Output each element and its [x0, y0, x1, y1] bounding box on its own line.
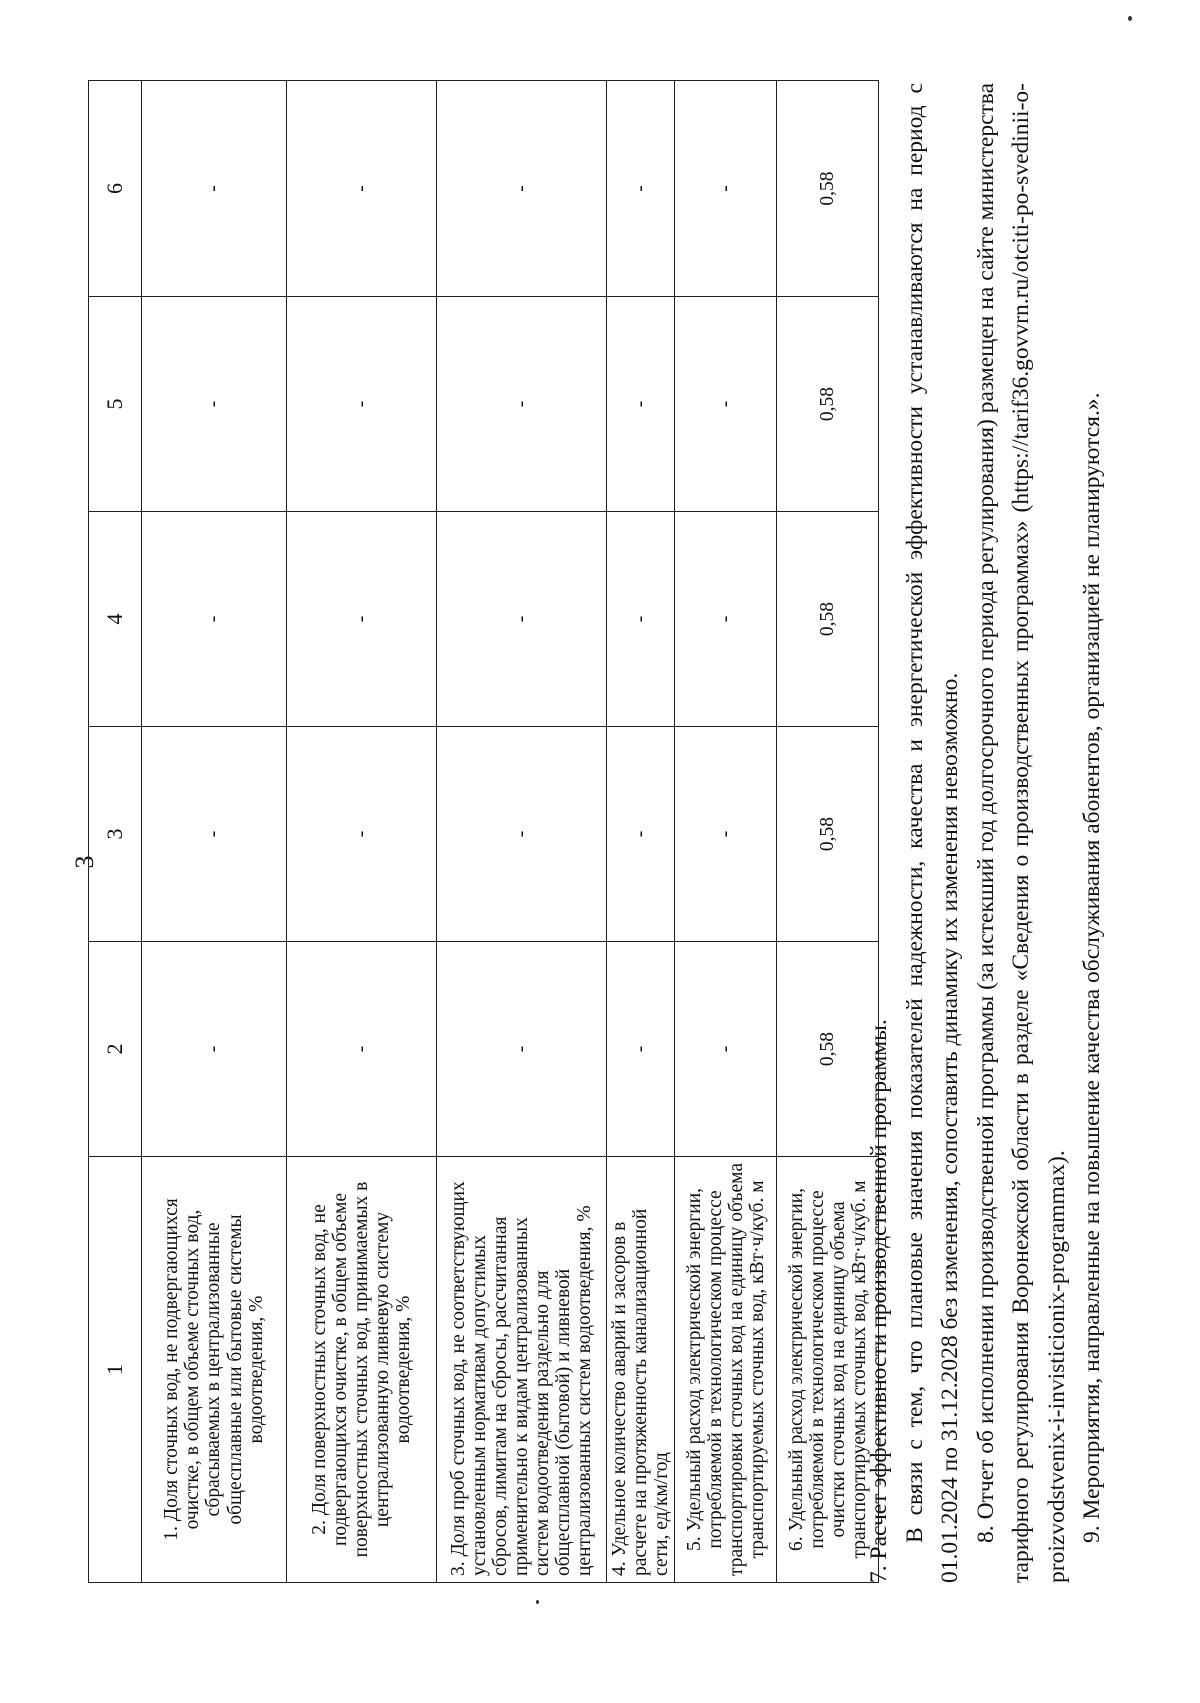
table-cell: - [675, 727, 777, 942]
table-cell: - [607, 81, 675, 297]
table-cell: - [675, 942, 777, 1157]
table-row [607, 81, 675, 1583]
column-header: 2 [89, 942, 142, 1157]
table-row [675, 81, 777, 1583]
table-cell: - [287, 942, 437, 1157]
section-7-body: В связи с тем, что плановые значения показателей надежности, качества и энергетической эффективности устанавливаются на период с 01.01.2024 по 31.12.2028 без изменения, сопоставить динамику их изменения невозможно. [901, 83, 963, 1583]
table-cell: - [437, 81, 607, 297]
page-number: 3 [70, 855, 99, 869]
table-cell: - [437, 942, 607, 1157]
table-cell: - [142, 727, 287, 942]
row-label: 4. Удельное количество аварий и засоров в расчете на протяженность канализационной сети, ед/км/год [607, 1157, 675, 1583]
table-cell: 0,58 [777, 942, 879, 1157]
table-cell: - [142, 81, 287, 297]
table-cell: - [142, 942, 287, 1157]
table-cell: - [675, 297, 777, 512]
table-cell: - [607, 727, 675, 942]
table-cell: 0,58 [777, 512, 879, 727]
table-cell: - [437, 512, 607, 727]
table-row [287, 81, 437, 1583]
table-cell: - [437, 297, 607, 512]
table-cell: - [142, 512, 287, 727]
row-label: 3. Доля проб сточных вод, не соответствующих установленным нормативам допустимых сбросов, лимитам на сбросы, рассчитанная применительно к видам централизованных систем водоотведения раздельно для общесплавной (бытовой) и ливневой централизованных систем водоотведения, % [437, 1157, 607, 1583]
column-header: 3 [89, 727, 142, 942]
indicators-table-wrapper [88, 81, 879, 1583]
column-header: 6 [89, 81, 142, 297]
table-cell: - [607, 512, 675, 727]
row-label: 1. Доля сточных вод, не подвергающихся очистке, в общем объеме сточных вод, сбрасываемых в централизованные общесплавные или бытовые системы водоотведения, % [142, 1157, 287, 1583]
row-label: 2. Доля поверхностных сточных вод, не подвергающихся очистке, в общем объеме поверхностных сточных вод, принимаемых в централизованную ливневую систему водоотведения, % [287, 1157, 437, 1583]
table-cell: - [607, 297, 675, 512]
column-header: 1 [89, 1157, 142, 1583]
table-cell: - [287, 727, 437, 942]
scan-speck [536, 1600, 539, 1604]
table-row [437, 81, 607, 1583]
table-row [142, 81, 287, 1583]
table-cell: 0,58 [777, 727, 879, 942]
table-cell: - [675, 512, 777, 727]
table-cell: 0,58 [777, 297, 879, 512]
table-cell: - [142, 297, 287, 512]
section-7-heading: 7. Расчет эффективности производственной программы. [866, 1019, 892, 1583]
table-cell: - [437, 727, 607, 942]
section-9-paragraph: 9. Мероприятия, направленные на повышение качества обслуживания абонентов, организацией не планируются.». [1079, 392, 1105, 1543]
section-8-paragraph: 8. Отчет об исполнении производственной программы (за истекший год долгосрочного периода регулирования) размещен на сайте министерства тарифного регулирования Воронежской области в разделе «Сведения о производственных программах» (https://tarif36.govvrn.ru/otciti-po-svedinii-o-proizvodstvenix-i-invisticionix-programmax). [972, 83, 1070, 1583]
row-label: 5. Удельный расход электрической энергии, потребляемой в технологическом процессе транспортировки сточных вод на единицу объема транспортируемых сточных вод, кВт·ч/куб. м [675, 1157, 777, 1583]
table-header-row [89, 81, 142, 1583]
table-cell: - [607, 942, 675, 1157]
column-header: 4 [89, 512, 142, 727]
column-header: 5 [89, 297, 142, 512]
table-cell: 0,58 [777, 81, 879, 297]
table-cell: - [675, 81, 777, 297]
row-label: 6. Удельный расход электрической энергии, потребляемой в технологическом процессе очистки сточных вод на единицу объема транспортируемых сточных вод, кВт·ч/куб. м [777, 1157, 879, 1583]
text-block [862, 83, 1111, 1583]
indicators-table [88, 80, 879, 1583]
table-cell: - [287, 297, 437, 512]
scan-speck [1128, 16, 1132, 21]
table-cell: - [287, 81, 437, 297]
table-cell: - [287, 512, 437, 727]
